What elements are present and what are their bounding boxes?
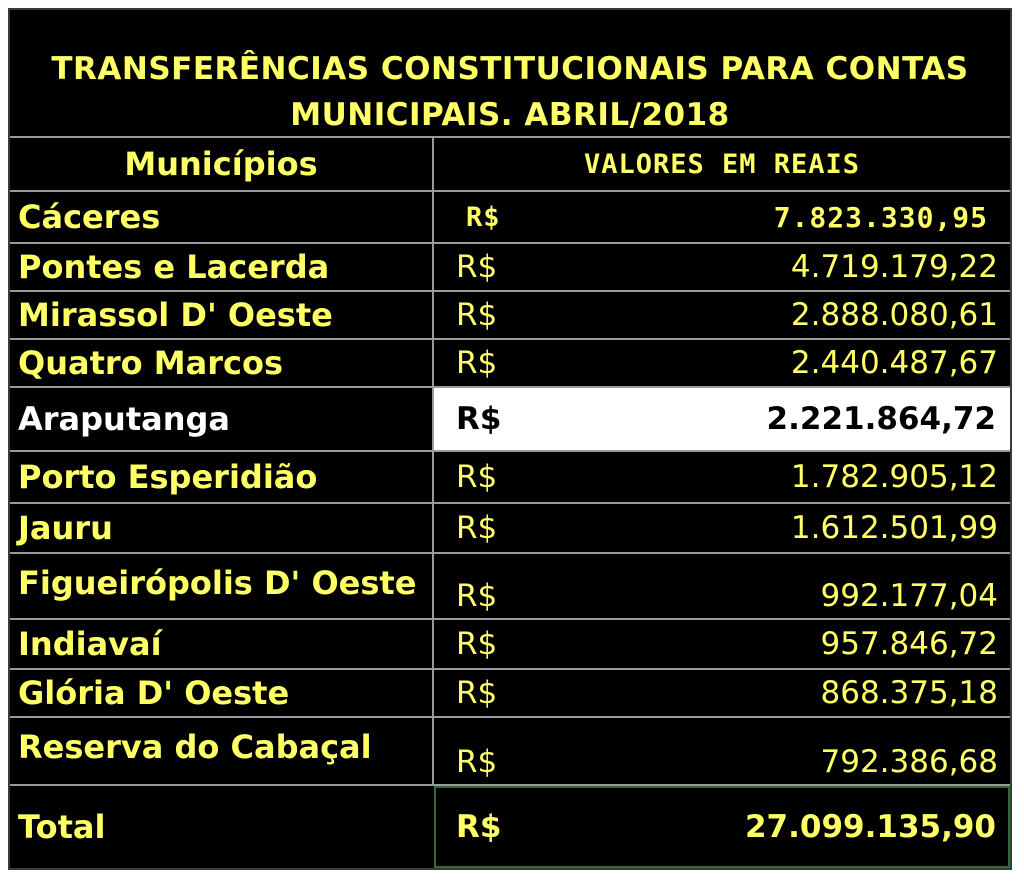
value-cell: 992.177,04 xyxy=(820,578,998,614)
value-cell: 7.823.330,95 xyxy=(773,200,988,234)
municipio-name: Glória D' Oeste xyxy=(10,670,434,716)
value-cell: 957.846,72 xyxy=(820,626,998,662)
table-row xyxy=(10,244,1010,292)
value-cell: 4.719.179,22 xyxy=(790,249,998,285)
currency-label: R$ xyxy=(466,201,501,233)
municipio-name: Quatro Marcos xyxy=(10,340,434,386)
currency-label: R$ xyxy=(456,578,498,614)
municipio-name: Reserva do Cabaçal xyxy=(10,718,434,784)
currency-label: R$ xyxy=(456,297,498,333)
table-title xyxy=(10,10,1010,138)
municipio-name: Jauru xyxy=(10,504,434,552)
municipio-name: Cáceres xyxy=(10,192,434,242)
value-cell: 2.221.864,72 xyxy=(766,401,996,437)
municipio-name: Mirassol D' Oeste xyxy=(10,292,434,338)
header-row xyxy=(10,138,1010,192)
currency-label: R$ xyxy=(456,510,498,546)
currency-label: R$ xyxy=(456,626,498,662)
table-row xyxy=(10,452,1010,504)
currency-label: R$ xyxy=(456,345,498,381)
total-label: Total xyxy=(18,808,106,846)
table-row xyxy=(10,340,1010,388)
municipio-name: Indiavaí xyxy=(10,620,434,668)
table-row-highlighted xyxy=(10,388,1010,452)
table-row xyxy=(10,192,1010,244)
municipio-name: Araputanga xyxy=(10,388,434,450)
value-cell: 1.612.501,99 xyxy=(790,510,998,546)
header-municipios: Municípios xyxy=(10,138,434,190)
transfer-table xyxy=(8,8,1012,870)
value-cell: 2.440.487,67 xyxy=(790,345,998,381)
currency-label: R$ xyxy=(456,249,498,285)
title-line-2: MUNICIPAIS. ABRIL/2018 xyxy=(290,97,730,133)
value-cell: 1.782.905,12 xyxy=(790,459,998,495)
table-row xyxy=(10,292,1010,340)
currency-label: R$ xyxy=(456,459,498,495)
total-currency: R$ xyxy=(456,809,502,845)
title-line-1: TRANSFERÊNCIAS CONSTITUCIONAIS PARA CONTAS xyxy=(51,51,969,87)
value-cell: 868.375,18 xyxy=(820,675,998,711)
total-value: 27.099.135,90 xyxy=(744,809,996,845)
currency-label: R$ xyxy=(456,401,502,437)
currency-label: R$ xyxy=(456,675,498,711)
municipio-name: Figueirópolis D' Oeste xyxy=(10,554,434,618)
table-row xyxy=(10,718,1010,786)
table-row xyxy=(10,620,1010,670)
municipio-name: Porto Esperidião xyxy=(10,452,434,502)
table-row xyxy=(10,670,1010,718)
value-cell: 792.386,68 xyxy=(820,744,998,780)
total-row xyxy=(10,786,1010,868)
table-row xyxy=(10,554,1010,620)
value-cell: 2.888.080,61 xyxy=(790,297,998,333)
header-valores: VALORES EM REAIS xyxy=(583,148,861,180)
table-row xyxy=(10,504,1010,554)
municipio-name: Pontes e Lacerda xyxy=(10,244,434,290)
currency-label: R$ xyxy=(456,744,498,780)
